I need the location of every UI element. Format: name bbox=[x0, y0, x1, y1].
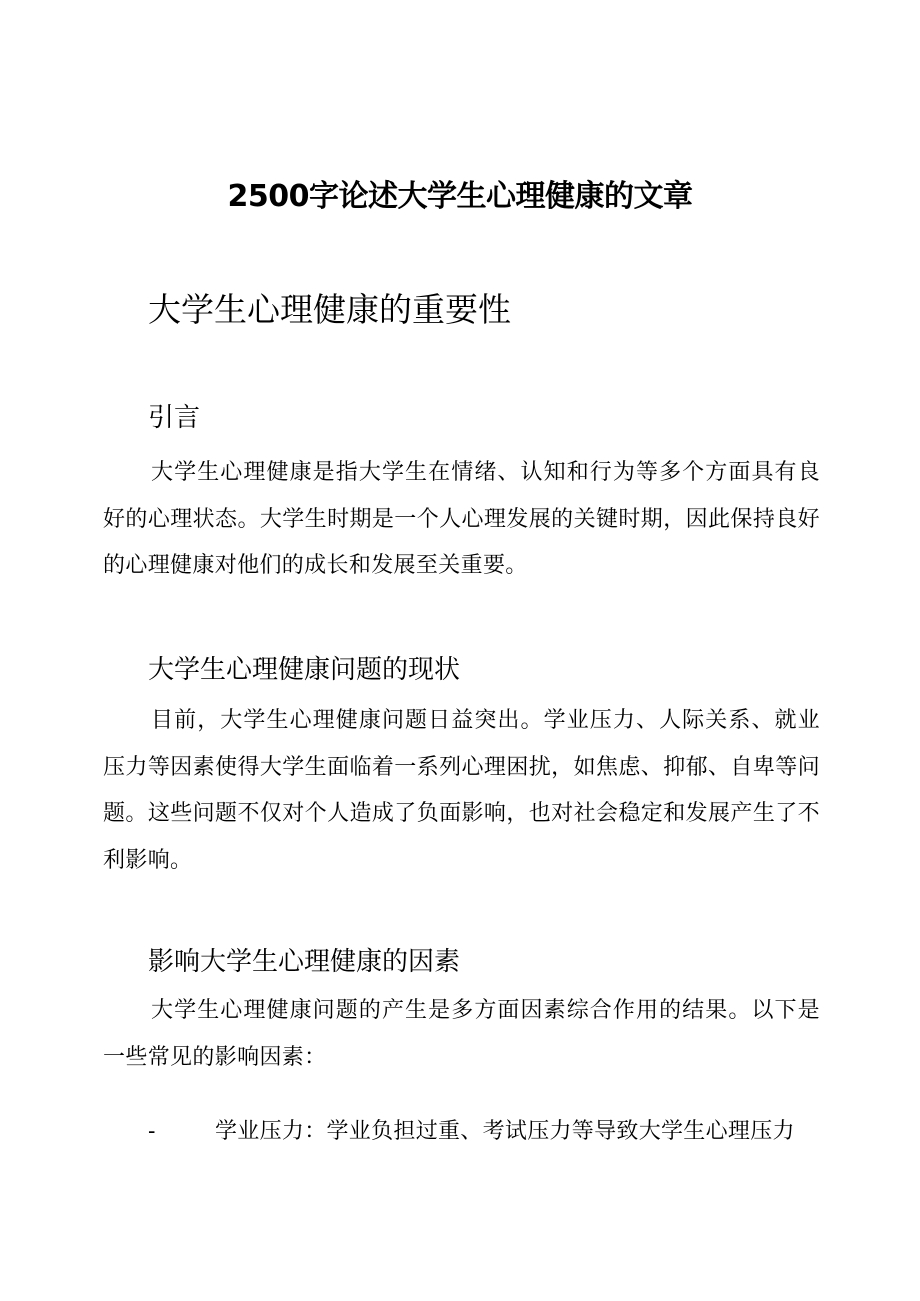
document-title: 2500字论述大学生心理健康的文章 bbox=[227, 179, 693, 214]
section-paragraph-intro: 大学生心理健康是指大学生在情绪、认知和行为等多个方面具有良好的心理状态。大学生时期是一个人心理发展的关键时期，因此保持良好的心理健康对他们的成长和发展至关重要。 bbox=[103, 460, 820, 578]
section-heading-factors: 影响大学生心理健康的因素 bbox=[148, 947, 461, 977]
list-item-marker: - bbox=[148, 1119, 156, 1144]
section-heading-status: 大学生心理健康问题的现状 bbox=[148, 655, 461, 685]
section-heading-intro: 引言 bbox=[148, 403, 201, 433]
section-paragraph-status: 目前，大学生心理健康问题日益突出。学业压力、人际关系、就业压力等因素使得大学生面临着一系列心理困扰，如焦虑、抑郁、自卑等问题。这些问题不仅对个人造成了负面影响，也对社会稳定和发展产生了不利影响。 bbox=[103, 708, 820, 873]
main-heading: 大学生心理健康的重要性 bbox=[148, 290, 511, 329]
list-item: 学业压力：学业负担过重、考试压力等导致大学生心理压力 bbox=[215, 1119, 795, 1144]
section-paragraph-factors: 大学生心理健康问题的产生是多方面因素综合作用的结果。以下是一些常见的影响因素： bbox=[103, 998, 820, 1070]
